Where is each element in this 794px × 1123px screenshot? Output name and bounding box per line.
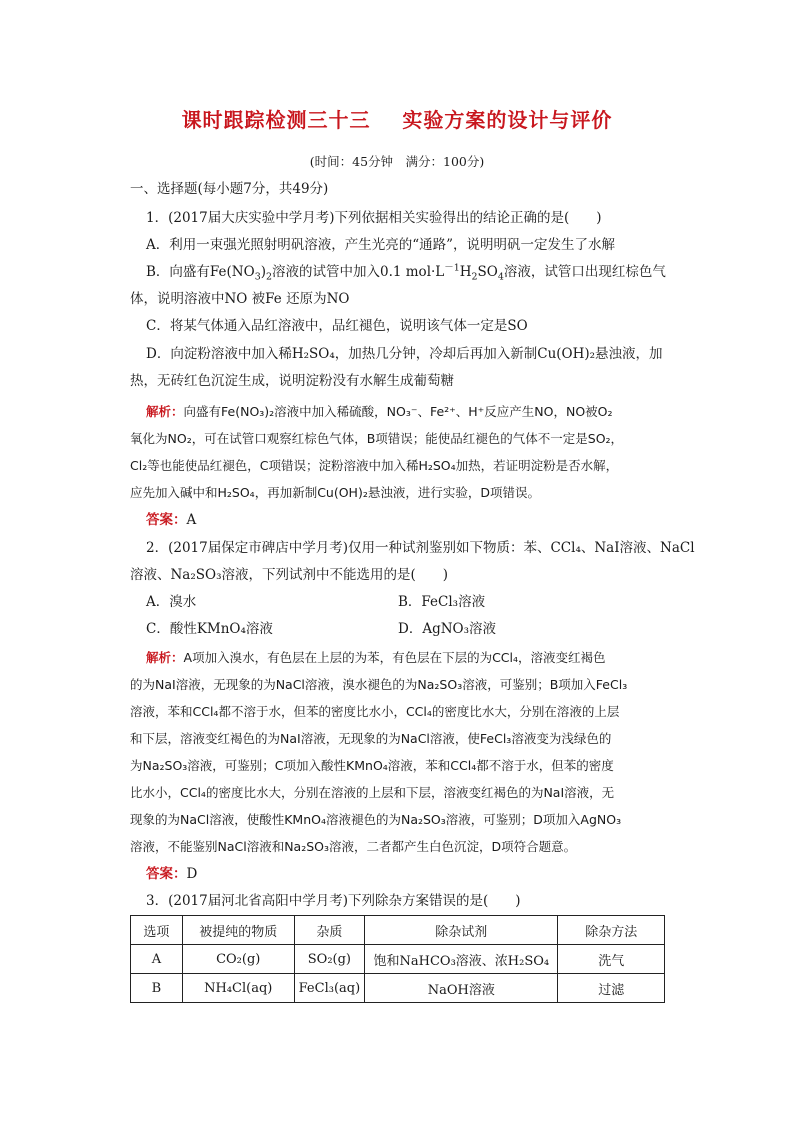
q2-option-b: B．FeCl₃溶液 [398,594,486,610]
explanation-label: 解析： [146,650,184,665]
q1-option-a: A．利用一束强光照射明矾溶液，产生光亮的“通路”，说明明矾一定发生了水解 [146,237,616,253]
q2-ex-text-1: A项加入溴水，有色层在上层的为苯，有色层在下层的为CCl₄，溶液变红褐色 [183,650,606,665]
q1-explanation-line4: 应先加入碱中和H₂SO₄，再加新制Cu(OH)₂悬浊液，进行实验，D项错误。 [130,485,540,500]
table-cell: FeCl₃(aq) [294,974,365,1003]
q1-b-text-2: ) [260,264,266,280]
answer-label: 答案： [146,512,187,528]
page-title [0,104,794,133]
q1-option-b-line1: B．向盛有$Fe(NO_3)_2$溶液的试管中加入0.1 $mol\cdot L^{-1}H_2SO_4$溶液，试管口出现红棕色气 [146,262,666,283]
q3-table [130,915,665,1003]
q2-explanation-line1 [146,649,680,667]
q1-b-text-4: H [459,264,472,280]
q2-explanation-line8: 溶液，不能鉴别NaCl溶液和Na₂SO₃溶液，二者都产生白色沉淀，D项符合题意。 [130,839,577,854]
table-cell: CO₂(g) [182,945,294,974]
q1-answer [146,511,680,529]
table-cell: 饱和NaHCO₃溶液、浓H₂SO₄ [365,945,558,974]
title-part-2: 实验方案的设计与评价 [402,108,613,132]
q2-options-row2 [146,620,680,638]
q2-explanation-line5: 为Na₂SO₃溶液，可鉴别；C项加入酸性KMnO₄溶液，苯和CCl₄都不溶于水，但苯的密度 [130,758,614,773]
q1-b-text-6: 溶液，试管口出现红棕色气 [503,264,666,280]
table-row [131,945,665,974]
table-cell: A [131,945,183,974]
q2-stem-line2: 溶液、Na₂SO₃溶液，下列试剂中不能选用的是( ) [130,567,449,583]
q2-explanation-line6: 比水小，CCl₄的密度比水大，分别在溶液的上层和下层，溶液变红褐色的为NaI溶液，无 [130,785,615,800]
q2-option-d: D．AgNO₃溶液 [398,621,497,637]
table-header-cell: 除杂方法 [558,916,665,945]
q1-b-text-5: SO [477,264,498,280]
q1-explanation-line3: Cl₂等也能使品红褪色，C项错误；淀粉溶液中加入稀H₂SO₄加热，若证明淀粉是否水解， [130,458,619,473]
q1-option-b-line2: 体，说明溶液中NO 被Fe 还原为NO [130,291,350,307]
q1-option-d-line2: 热，无砖红色沉淀生成，说明淀粉没有水解生成葡萄糖 [130,373,454,389]
q2-explanation-line3: 溶液，苯和CCl₄都不溶于水，但苯的密度比水小，CCl₄的密度比水大，分别在溶液的上层 [130,704,620,719]
table-header-cell: 被提纯的物质 [182,916,294,945]
q1-b-text-1: B．向盛有Fe(NO [146,264,255,280]
q1-stem: 1．(2017届大庆实验中学月考)下列依据相关实验得出的结论正确的是( ) [146,210,602,226]
table-header-row [131,916,665,945]
table-cell: 过滤 [558,974,665,1003]
q1-option-d-line1: D．向淀粉溶液中加入稀H₂SO₄，加热几分钟，冷却后再加入新制Cu(OH)₂悬浊液，加 [146,346,663,362]
q2-explanation-line7: 现象的为NaCl溶液，使酸性KMnO₄溶液褪色的为Na₂SO₃溶液，可鉴别；D项加入AgNO₃ [130,812,622,827]
answer-label: 答案： [146,866,187,882]
title-part-1: 课时跟踪检测三十三 [181,108,371,132]
table-header-cell: 选项 [131,916,183,945]
q2-explanation-line2: 的为NaI溶液，无现象的为NaCl溶液，溴水褪色的为Na₂SO₃溶液，可鉴别；B项加入FeCl₃ [130,677,628,692]
q1-ex-text-1: 向盛有Fe(NO₃)₂溶液中加入稀硫酸，NO₃⁻、Fe²⁺、H⁺反应产生NO，NO被O₂ [183,404,613,419]
table-cell: B [131,974,183,1003]
q1-option-c: C．将某气体通入品红溶液中，品红褪色，说明该气体一定是SO [146,318,528,334]
q1-answer-value: A [186,512,197,528]
exam-meta: (时间：45分钟 满分：100分) [309,154,485,169]
q1-explanation-line1 [146,403,680,421]
q2-stem-line1: 2．(2017届保定市碑店中学月考)仅用一种试剂鉴别如下物质：苯、CCl₄、NaI溶液、NaCl [146,540,695,556]
table-cell: 洗气 [558,945,665,974]
table-row [131,974,665,1003]
q3-stem: 3．(2017届河北省高阳中学月考)下列除杂方案错误的是( ) [146,893,521,909]
q2-explanation-line4: 和下层，溶液变红褐色的为NaI溶液，无现象的为NaCl溶液，使FeCl₃溶液变为浅绿色的 [130,731,612,746]
explanation-label: 解析： [146,404,184,419]
q2-answer [146,865,680,883]
q2-option-a: A．溴水 [146,594,197,610]
q1-b-text-3: 溶液的试管中加入0.1 mol·L [272,264,445,280]
q2-options-row1 [146,593,680,611]
table-header-cell: 除杂试剂 [365,916,558,945]
table-header-cell: 杂质 [294,916,365,945]
table-cell: SO₂(g) [294,945,365,974]
section-heading: 一、选择题(每小题7分，共49分) [130,181,329,197]
q1-explanation-line2: 氧化为NO₂，可在试管口观察红棕色气体，B项错误；能使品红褪色的气体不一定是SO₂， [130,431,624,446]
q2-option-c: C．酸性KMnO₄溶液 [146,621,273,637]
q2-answer-value: D [186,866,198,882]
table-cell: NH₄Cl(aq) [182,974,294,1003]
table-cell: NaOH溶液 [365,974,558,1003]
